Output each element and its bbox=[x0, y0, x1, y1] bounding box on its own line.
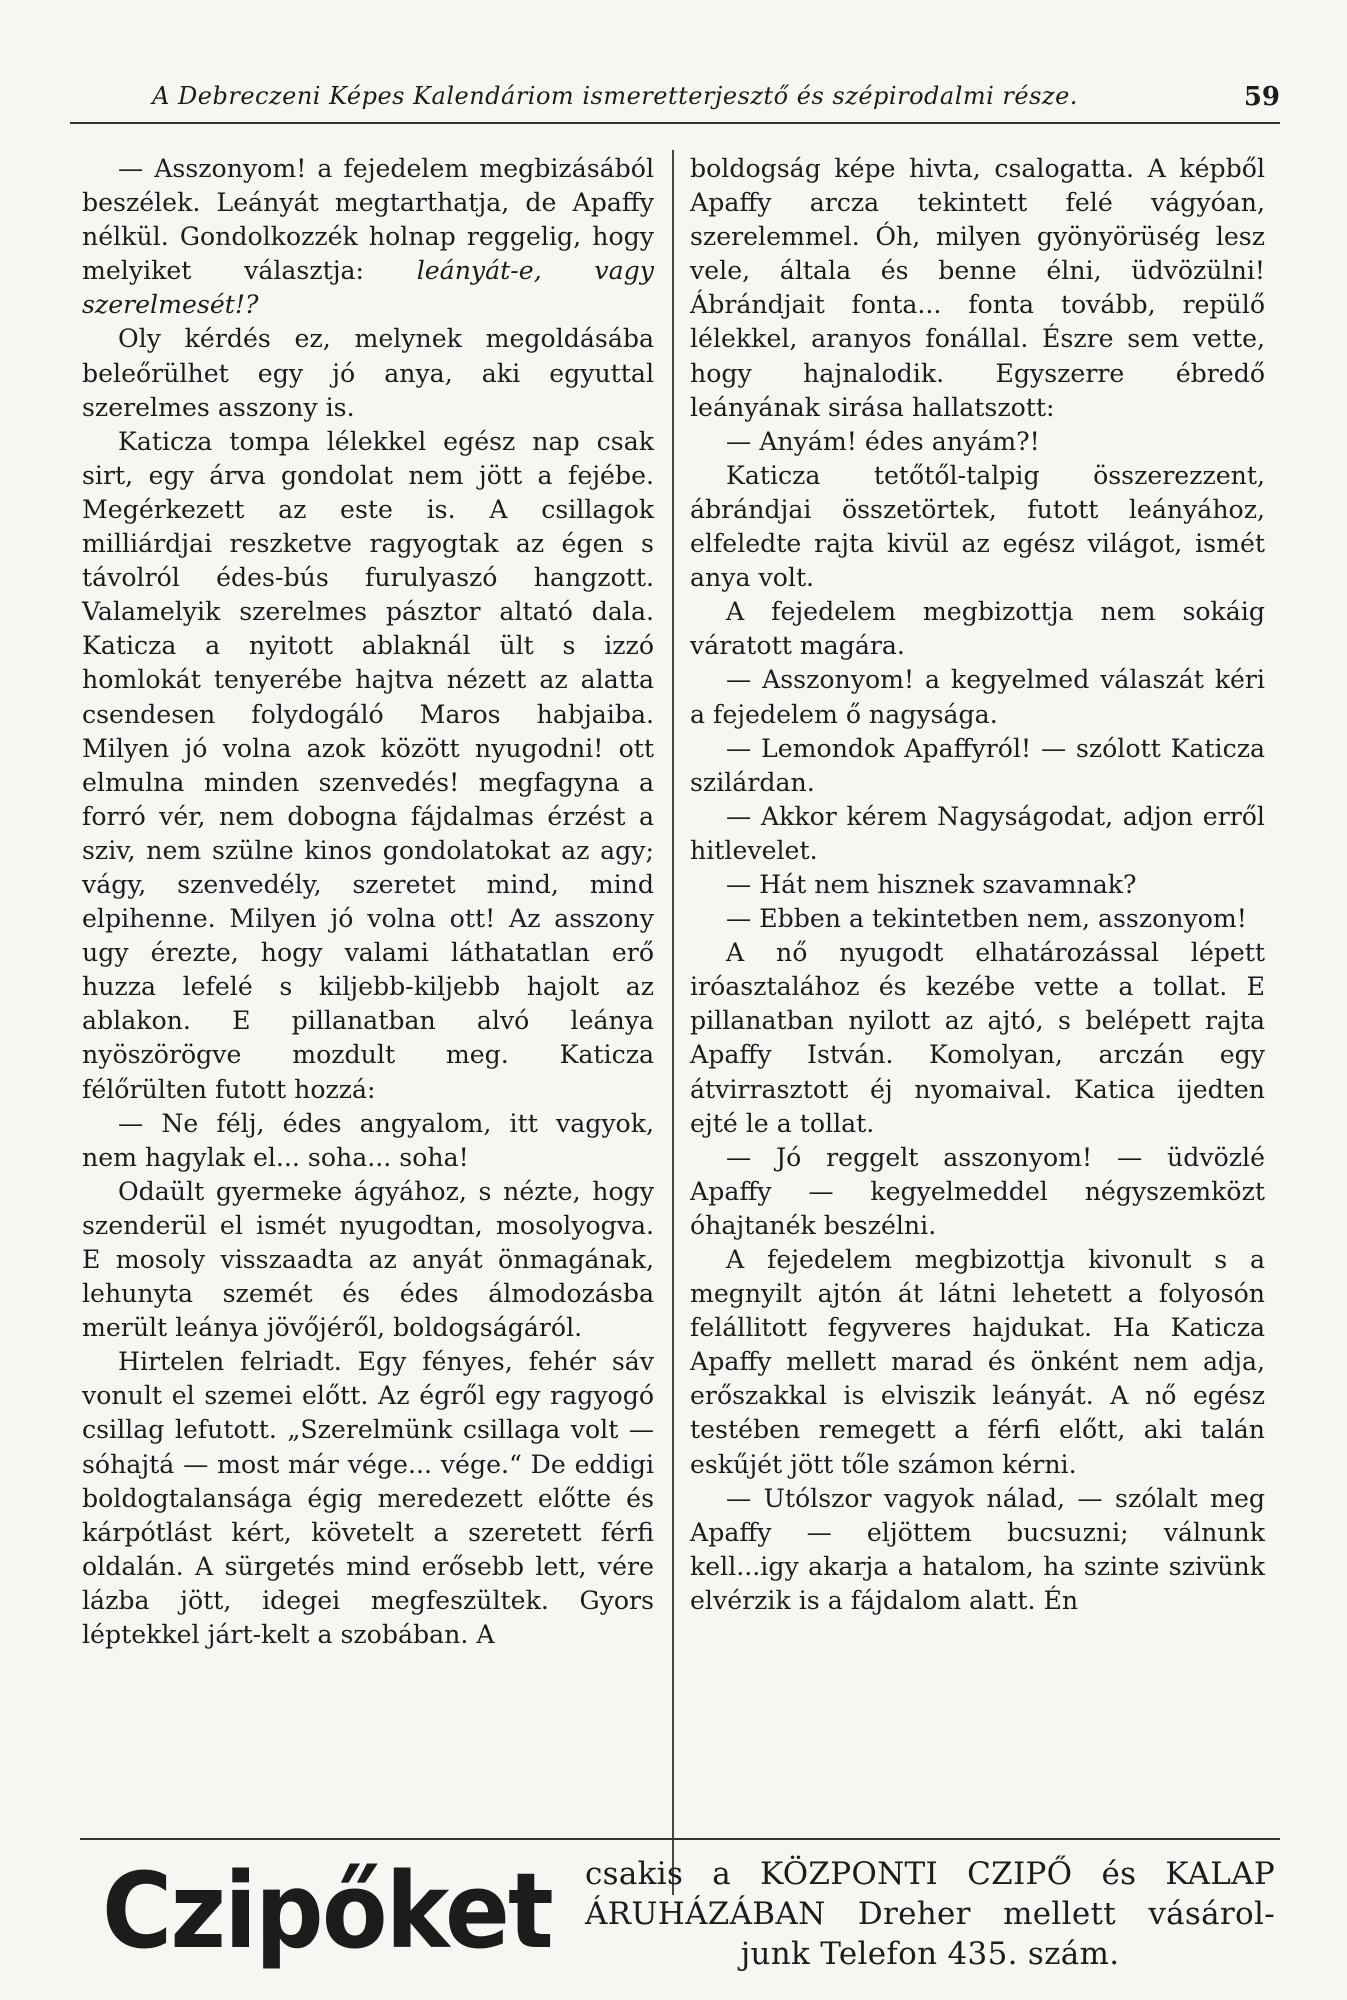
header-title: A Debreczeni Képes Kalendáriom ismeretterjesztő és szépirodalmi része. bbox=[152, 82, 1078, 110]
paragraph: Odaült gyermeke ágyához, s nézte, hogy szenderül el ismét nyugodtan, mosolyogva. E mosoly visszaadta az anyát önmagának, lehunyta szemét és édes álmodozásba merült leánya jövőjéről, boldogságáról. bbox=[82, 1176, 654, 1343]
paragraph: — Ebben a tekintetben nem, asszonyom! bbox=[726, 904, 1247, 934]
paragraph: — Lemondok Apaffyról! — szólott Katicza szilárdan. bbox=[690, 733, 1265, 797]
paragraph: A fejedelem megbizottja nem sokáig váratott magára. bbox=[690, 597, 1265, 661]
paragraph: Katicza tetőtől-talpig összerezzent, ábrándjai összetörtek, futott leányához, elfeledte rajta kivül az egész világot, ismét anya volt. bbox=[690, 460, 1265, 593]
paragraph: Oly kérdés ez, melynek megoldásába beleőrülhet egy jó anya, aki egyuttal szerelmes asszony is. bbox=[82, 324, 654, 422]
paragraph: — Ne félj, édes angyalom, itt vagyok, nem hagylak el... soha... soha! bbox=[82, 1108, 654, 1172]
advertisement-brand: Czipőket bbox=[102, 1850, 552, 1972]
paragraph: A nő nyugodt elhatározással lépett iróasztalához és kezébe vette a tollat. E pillanatban nyilott az ajtó, s belépett rajta Apaffy István. Komolyan, arczán egy átvirrasztott éj nyomaival. Katica ijedten ejté le a tollat. bbox=[690, 938, 1265, 1138]
advertisement bbox=[80, 1838, 1280, 1990]
paragraph: A fejedelem megbizottja kivonult s a megnyilt ajtón át látni lehetett a folyosón felállitott fegyveres hajdukat. Ha Katicza Apaffy mellett marad és önként nem adja, erőszakkal is elviszik leányát. A nő egész testében remegett a férfi előtt, aki talán eskűjét jött tőle számon kérni. bbox=[690, 1245, 1265, 1479]
paragraph: — Asszonyom! a kegyelmed válaszát kéri a fejedelem ő nagysága. bbox=[690, 665, 1265, 729]
paragraph: — Hát nem hisznek szavamnak? bbox=[726, 869, 1137, 899]
column-divider bbox=[672, 150, 674, 1895]
paragraph: — Akkor kérem Nagyságodat, adjon erről hitlevelet. bbox=[690, 801, 1265, 865]
paragraph: — Anyám! édes anyám?! bbox=[726, 426, 1040, 456]
left-column bbox=[82, 152, 654, 1652]
advertisement-line: csakis a KÖZPONTI CZIPŐ és KALAP bbox=[585, 1856, 1275, 1892]
page-number: 59 bbox=[1243, 82, 1280, 112]
paragraph: — Asszonyom! a fejedelem megbizásából beszélek. Leányát megtarthatja, de Apaffy nélkül. Gondolkozzék holnap reggelig, hogy melyiket választja: leányát-e, vagy szerelmesét!? bbox=[82, 154, 654, 320]
paragraph: Katicza tompa lélekkel egész nap csak sirt, egy árva gondolat nem jött a fejébe. Megérkezett az este is. A csillagok milliárdjai reszketve ragyogtak az égen s távolról édes-bús furulyaszó hangzott. Valamelyik szerelmes pásztor altató dala. Katicza a nyitott ablaknál ült s izzó homlokát tenyerébe hajtva nézett az alatta csendesen folydogáló Maros habjaiba. Milyen jó volna azok között nyugodni! ott elmulna minden szenvedés! megfagyna a forró vér, nem dobogna fájdalmas érzést a sziv, nem szülne kinos gondolatokat az agy; vágy, szenvedély, szeretet mind, mind elpihenne. Milyen jó volna ott! Az asszony ugy érezte, hogy valami láthatatlan erő huzza lefelé s kiljebb-kiljebb hajolt az ablakon. E pillanatban alvó leánya nyöszörögve mozdult meg. Katicza félőrülten futott hozzá: bbox=[82, 426, 654, 1104]
italic-phrase: leányát-e, vagy szerelmesét!? bbox=[82, 256, 654, 320]
advertisement-line: junk Telefon 435. szám. bbox=[740, 1936, 1120, 1972]
paragraph: — Utólszor vagyok nálad, — szólalt meg Apaffy — eljöttem bucsuzni; válnunk kell...igy akarja a hatalom, ha szinte szivünk elvérzik is a fájdalom alatt. Én bbox=[690, 1483, 1265, 1615]
paragraph: boldogság képe hivta, csalogatta. A képből Apaffy arcza tekintett felé vágyóan, szerelemmel. Óh, milyen gyönyörüség lesz vele, általa és benne élni, üdvözülni! Ábrándjait fonta... fonta tovább, repülő lélekkel, aranyos fonállal. Észre sem vette, hogy hajnalodik. Egyszerre ébredő leányának sirása hallatszott: bbox=[690, 154, 1265, 422]
paragraph: Hirtelen felriadt. Egy fényes, fehér sáv vonult el szemei előtt. Az égről egy ragyogó csillag lefutott. „Szerelmünk csillaga volt — sóhajtá — most már vége... vége.“ De eddigi boldogtalansága égig meredezett előtte és kárpótlást kért, követelt a szeretett férfi oldalán. A sürgetés mind erősebb lett, vére lázba jött, idegei megfeszültek. Gyors léptekkel járt-kelt a szobában. A bbox=[82, 1347, 654, 1650]
advertisement-line: ÁRUHÁZÁBAN Dreher mellett vásárol- bbox=[585, 1896, 1275, 1932]
running-header bbox=[70, 82, 1280, 124]
advertisement-text bbox=[585, 1854, 1275, 1974]
paragraph: — Jó reggelt asszonyom! — üdvözlé Apaffy — kegyelmeddel négyszemközt óhajtanék beszélni. bbox=[690, 1142, 1265, 1240]
right-column bbox=[690, 152, 1265, 1618]
